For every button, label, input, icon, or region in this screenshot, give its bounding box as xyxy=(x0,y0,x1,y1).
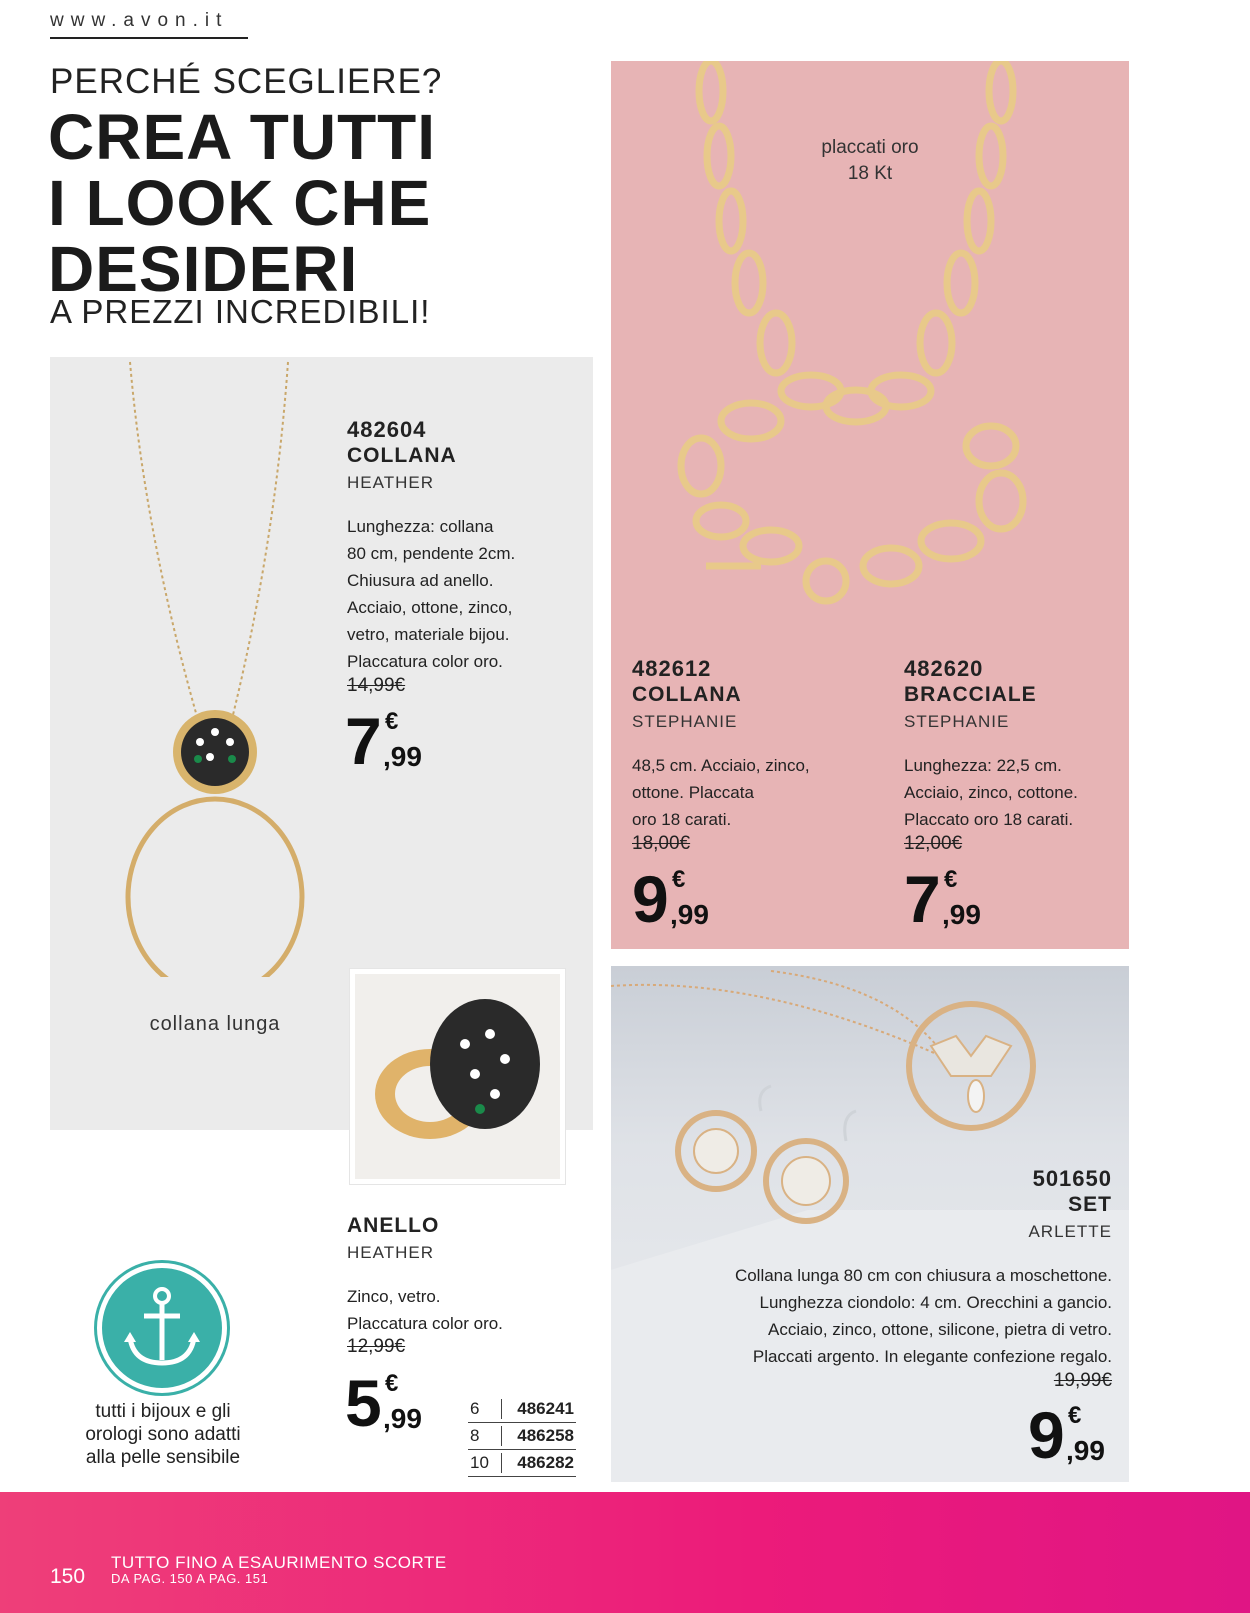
page-number: 150 xyxy=(50,1565,86,1588)
heather-ring-variant: HEATHER xyxy=(347,1243,434,1262)
stephanie-bracelet-price xyxy=(904,862,994,936)
price-decimals: ,99 xyxy=(1066,1435,1105,1466)
price-decimals: ,99 xyxy=(942,899,981,930)
desc-line: Lunghezza: 22,5 cm. xyxy=(904,756,1062,775)
arlette-set-name: SET xyxy=(1068,1193,1112,1216)
heather-necklace-old-price: 14,99€ xyxy=(347,675,406,696)
price-currency: € xyxy=(1068,1402,1082,1429)
heather-necklace-image xyxy=(50,357,350,977)
kicker: PERCHÉ SCEGLIERE? xyxy=(50,62,443,101)
price-integer: 5 xyxy=(345,1366,380,1440)
desc-line: 48,5 cm. Acciaio, zinco, xyxy=(632,756,810,775)
ring-size-row[interactable] xyxy=(468,1396,576,1423)
stephanie-bracelet-description xyxy=(904,752,1078,833)
heather-ring-description xyxy=(347,1283,503,1337)
desc-line: Lunghezza ciondolo: 4 cm. Orecchini a gancio. xyxy=(759,1293,1112,1312)
price-decimals: ,99 xyxy=(383,741,422,772)
heather-necklace-price xyxy=(345,704,435,778)
headline-line-1: CREA TUTTI xyxy=(48,101,437,173)
desc-line: 80 cm, pendente 2cm. xyxy=(347,544,516,563)
desc-line: Zinco, vetro. xyxy=(347,1287,441,1306)
arlette-set-description xyxy=(640,1262,1112,1370)
desc-line: Lunghezza: collana xyxy=(347,517,494,536)
ring-size: 10 xyxy=(468,1453,502,1473)
ring-sizes-table xyxy=(468,1396,576,1477)
ring-size-row[interactable] xyxy=(468,1423,576,1450)
stephanie-bracelet-code: 482620 xyxy=(904,656,984,681)
heather-ring-image xyxy=(350,969,565,1184)
site-url-underline xyxy=(50,37,248,39)
sensitive-skin-badge xyxy=(97,1263,227,1393)
ring-size-row[interactable] xyxy=(468,1450,576,1477)
heather-necklace-code: 482604 xyxy=(347,417,427,442)
desc-line: Acciaio, zinco, cottone. xyxy=(904,783,1078,802)
gold-note-line: placcati oro xyxy=(821,137,919,158)
stephanie-bracelet-variant: STEPHANIE xyxy=(904,712,1010,731)
desc-line: Acciaio, ottone, zinco, xyxy=(347,598,513,617)
ring-size-code: 486282 xyxy=(517,1453,574,1472)
ring-size-code: 486241 xyxy=(517,1399,574,1418)
heather-ring-price xyxy=(345,1366,435,1440)
price-currency: € xyxy=(385,708,399,735)
skin-note-line: tutti i bijoux e gli xyxy=(95,1401,231,1422)
stephanie-necklace-description xyxy=(632,752,810,833)
footer-subtitle: DA PAG. 150 A PAG. 151 xyxy=(111,1571,269,1586)
stephanie-necklace-price xyxy=(632,862,722,936)
arlette-set-price xyxy=(1028,1398,1118,1472)
gold-note-line: 18 Kt xyxy=(847,163,893,184)
desc-line: Placcatura color oro. xyxy=(347,652,503,671)
long-necklace-caption: collana lunga xyxy=(149,1013,281,1035)
price-currency: € xyxy=(385,1370,399,1397)
footer-title: TUTTO FINO A ESAURIMENTO SCORTE xyxy=(111,1553,447,1572)
desc-line: vetro, materiale bijou. xyxy=(347,625,510,644)
subkicker: A PREZZI INCREDIBILI! xyxy=(50,293,431,330)
headline-line-3: DESIDERI xyxy=(48,233,359,305)
heather-necklace-variant: HEATHER xyxy=(347,473,434,492)
price-integer: 7 xyxy=(904,862,939,936)
price-decimals: ,99 xyxy=(670,899,709,930)
sensitive-skin-note xyxy=(58,1400,268,1469)
stephanie-necklace-name: COLLANA xyxy=(632,683,742,706)
desc-line: Collana lunga 80 cm con chiusura a moschettone. xyxy=(734,1266,1112,1285)
site-url[interactable]: www.avon.it xyxy=(50,10,229,31)
heather-necklace-name: COLLANA xyxy=(347,444,457,467)
ring-size-code: 486258 xyxy=(517,1426,574,1445)
ring-size: 6 xyxy=(468,1399,502,1419)
price-decimals: ,99 xyxy=(383,1403,422,1434)
stephanie-necklace-code: 482612 xyxy=(632,656,712,681)
stephanie-bracelet-old-price: 12,00€ xyxy=(904,833,963,854)
price-currency: € xyxy=(944,866,958,893)
price-integer: 7 xyxy=(345,704,380,778)
heather-ring-old-price: 12,99€ xyxy=(347,1336,406,1357)
ring-size: 8 xyxy=(468,1426,502,1446)
desc-line: Acciaio, zinco, ottone, silicone, pietra di vetro. xyxy=(768,1320,1112,1339)
desc-line: ottone. Placcata xyxy=(632,783,754,802)
desc-line: Placcato oro 18 carati. xyxy=(904,810,1074,829)
headline xyxy=(48,101,437,305)
stephanie-bracelet-name: BRACCIALE xyxy=(904,683,1037,706)
headline-line-2: I LOOK CHE xyxy=(48,167,432,239)
desc-line: Placcatura color oro. xyxy=(347,1314,503,1333)
desc-line: Placcati argento. In elegante confezione regalo. xyxy=(752,1347,1112,1366)
skin-note-line: orologi sono adatti xyxy=(85,1424,241,1445)
desc-line: oro 18 carati. xyxy=(632,810,732,829)
arlette-set-old-price: 19,99€ xyxy=(1053,1370,1112,1391)
price-integer: 9 xyxy=(632,862,667,936)
heather-ring-name: ANELLO xyxy=(347,1214,440,1237)
skin-note-line: alla pelle sensibile xyxy=(85,1447,241,1468)
anchor-icon xyxy=(102,1268,222,1388)
stephanie-necklace-old-price: 18,00€ xyxy=(632,833,691,854)
gold-plated-note xyxy=(790,135,950,187)
stephanie-necklace-variant: STEPHANIE xyxy=(632,712,738,731)
price-currency: € xyxy=(672,866,686,893)
arlette-set-variant: ARLETTE xyxy=(1028,1222,1112,1241)
price-integer: 9 xyxy=(1028,1398,1063,1472)
desc-line: Chiusura ad anello. xyxy=(347,571,494,590)
arlette-set-code: 501650 xyxy=(1032,1166,1112,1191)
heather-necklace-description xyxy=(347,513,515,675)
